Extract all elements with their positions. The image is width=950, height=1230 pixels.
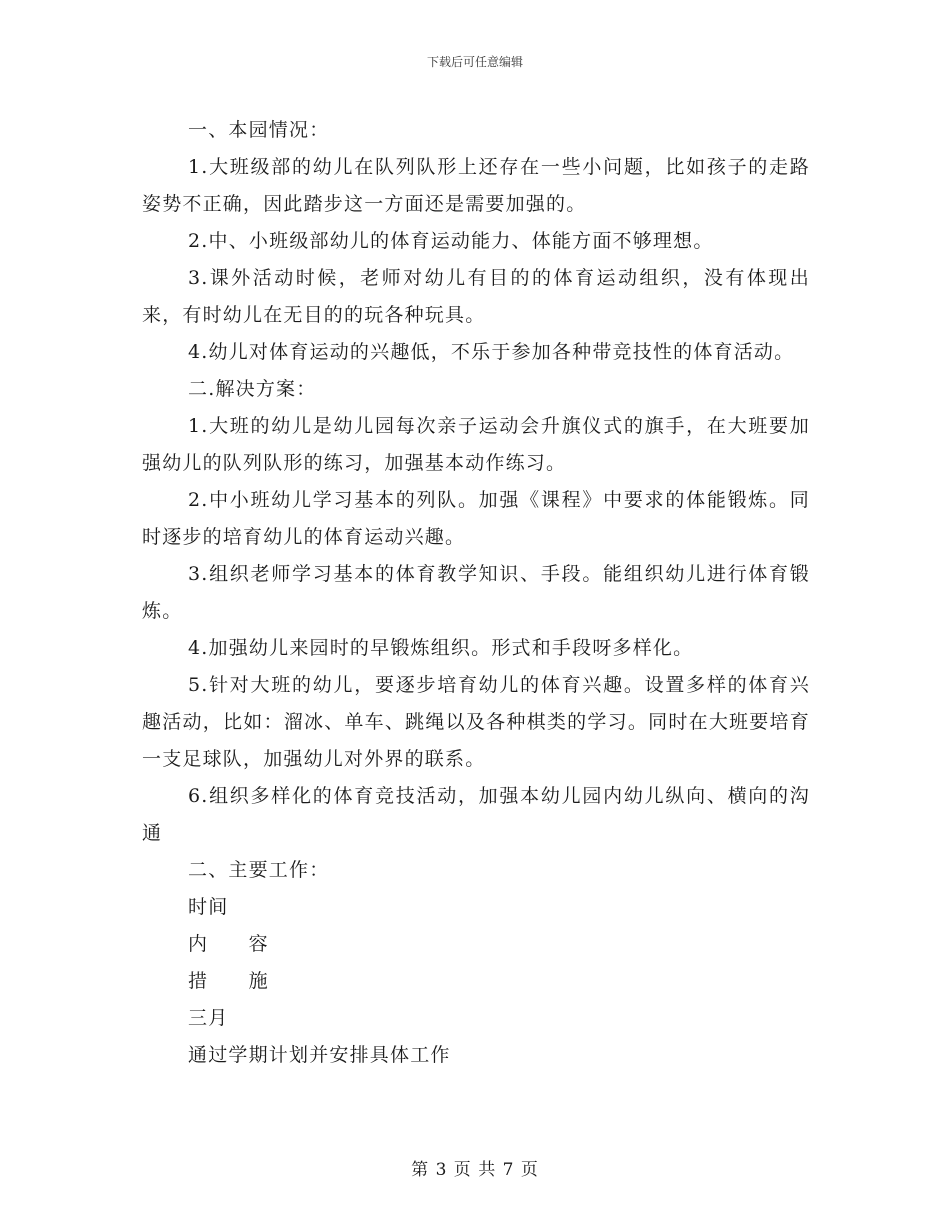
table-cell: 内 容 <box>188 933 269 955</box>
paragraph: 4.幼儿对体育运动的兴趣低，不乐于参加各种带竞技性的体育活动。 <box>188 341 795 363</box>
section-heading: 一、本园情况： <box>188 119 330 141</box>
paragraph: 2.中小班幼儿学习基本的列队。加强《课程》中要求的体能锻炼。同时逐步的培育幼儿的体育运动兴趣。 <box>142 489 810 548</box>
paragraph: 1.大班级部的幼儿在队列队形上还存在一些小问题，比如孩子的走路姿势不正确，因此踏步这一方面还是需要加强的。 <box>142 156 810 215</box>
table-cell: 三月 <box>188 1007 229 1029</box>
section-heading: 二、主要工作： <box>188 859 330 881</box>
table-cell: 通过学期计划并安排具体工作 <box>188 1044 451 1066</box>
paragraph: 3.组织老师学习基本的体育教学知识、手段。能组织幼儿进行体育锻炼。 <box>142 563 810 622</box>
table-cell: 措 施 <box>188 970 269 992</box>
paragraph: 2.中、小班级部幼儿的体育运动能力、体能方面不够理想。 <box>188 230 714 252</box>
document-body <box>142 112 810 1074</box>
page-footer: 第 3 页 共 7 页 <box>411 1160 539 1180</box>
table-cell: 时间 <box>188 896 229 918</box>
header-note: 下载后可任意编辑 <box>426 55 523 69</box>
paragraph: 5.针对大班的幼儿，要逐步培育幼儿的体育兴趣。设置多样的体育兴趣活动，比如：溜冰、单车、跳绳以及各种棋类的学习。同时在大班要培育一支足球队，加强幼儿对外界的联系。 <box>142 674 810 770</box>
section-heading: 二.解决方案： <box>188 378 317 400</box>
paragraph: 3.课外活动时候，老师对幼儿有目的的体育运动组织，没有体现出来，有时幼儿在无目的的玩各种玩具。 <box>142 267 810 326</box>
paragraph: 4.加强幼儿来园时的早锻炼组织。形式和手段呀多样化。 <box>188 637 694 659</box>
paragraph: 6.组织多样化的体育竞技活动，加强本幼儿园内幼儿纵向、横向的沟通 <box>142 785 810 844</box>
paragraph: 1.大班的幼儿是幼儿园每次亲子运动会升旗仪式的旗手，在大班要加强幼儿的队列队形的练习，加强基本动作练习。 <box>142 415 810 474</box>
